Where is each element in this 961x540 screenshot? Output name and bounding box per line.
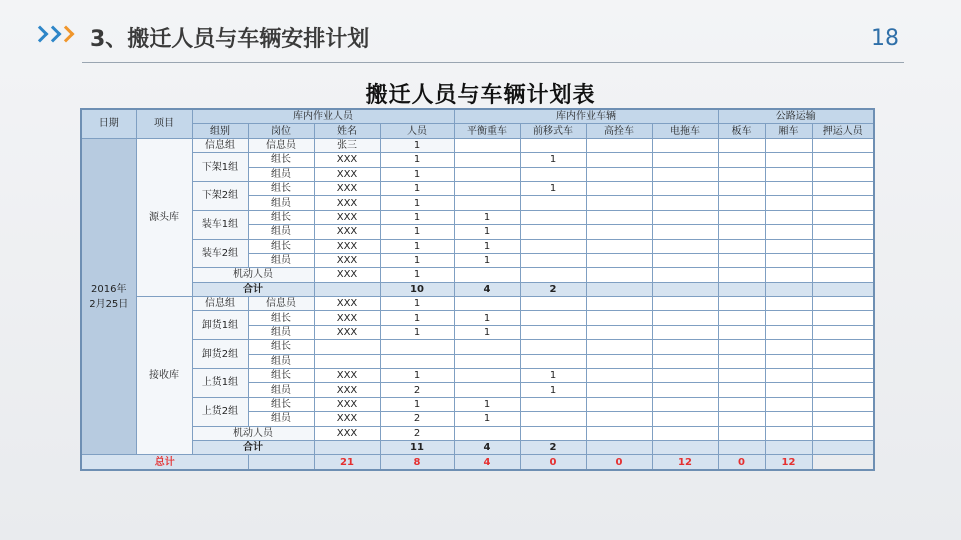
table-row [81, 138, 874, 152]
table-title: 搬迁人员与车辆计划表 [365, 83, 596, 108]
group-cell: 卸货1组 [192, 311, 248, 340]
total-staff: 21 [314, 455, 380, 470]
counterbalance-cell: 1 [454, 397, 520, 411]
reach-truck-cell: 1 [520, 153, 586, 167]
counterbalance-cell: 1 [454, 225, 520, 239]
col-escort: 押运人员 [812, 124, 874, 138]
staff-cell: 1 [380, 311, 454, 325]
col-staff: 人员 [380, 124, 454, 138]
section-name: 接收库 [136, 297, 192, 455]
counterbalance-cell: 1 [454, 253, 520, 267]
total-box-truck: 0 [718, 455, 765, 470]
group-cell: 上货1组 [192, 369, 248, 398]
position-cell: 组员 [248, 412, 314, 426]
position-cell: 组长 [248, 181, 314, 195]
group-cell: 下架2组 [192, 181, 248, 210]
position-cell: 组长 [248, 397, 314, 411]
counterbalance-cell: 1 [454, 412, 520, 426]
position-cell: 信息员 [248, 297, 314, 311]
reach-truck-cell: 1 [520, 383, 586, 397]
table-row [81, 369, 874, 383]
col-position: 岗位 [248, 124, 314, 138]
col-box-truck: 厢车 [765, 124, 812, 138]
table-row [81, 268, 874, 282]
name-cell: XXX [314, 412, 380, 426]
col-reach-truck: 前移式车 [520, 124, 586, 138]
staff-cell: 1 [380, 167, 454, 181]
name-cell: XXX [314, 397, 380, 411]
page-number: 18 [871, 26, 899, 51]
staff-cell: 1 [380, 369, 454, 383]
group-cell: 信息组 [192, 138, 248, 152]
position-cell: 组员 [248, 225, 314, 239]
name-cell: XXX [314, 210, 380, 224]
position-cell: 组员 [248, 253, 314, 267]
group-cell: 装车2组 [192, 239, 248, 268]
position-cell: 组长 [248, 239, 314, 253]
name-cell: XXX [314, 225, 380, 239]
staff-cell: 1 [380, 225, 454, 239]
staff-cell: 1 [380, 268, 454, 282]
subtotal-counterbalance: 4 [454, 282, 520, 296]
name-cell: 张三 [314, 138, 380, 152]
staff-cell: 2 [380, 383, 454, 397]
col-flatbed: 板车 [718, 124, 765, 138]
col-counterbalance: 平衡重车 [454, 124, 520, 138]
table-row [81, 426, 874, 440]
counterbalance-cell: 1 [454, 325, 520, 339]
col-item: 项目 [136, 109, 192, 138]
table-row [81, 397, 874, 411]
table-row [81, 311, 874, 325]
staff-cell: 1 [380, 297, 454, 311]
total-high-lift: 0 [520, 455, 586, 470]
table-row [81, 297, 874, 311]
header-row-1 [81, 109, 874, 124]
group-cell: 上货2组 [192, 397, 248, 426]
grand-total-row [81, 455, 874, 470]
col-electric-tow: 电拖车 [652, 124, 718, 138]
group-cell: 卸货2组 [192, 340, 248, 369]
position-cell: 信息员 [248, 138, 314, 152]
subtotal-label: 合计 [192, 440, 314, 454]
counterbalance-cell: 1 [454, 239, 520, 253]
group-road-transport: 公路运输 [718, 109, 874, 124]
position-cell: 组长 [248, 369, 314, 383]
group-cell: 信息组 [192, 297, 248, 311]
total-flatbed: 12 [652, 455, 718, 470]
staff-cell: 1 [380, 325, 454, 339]
name-cell: XXX [314, 383, 380, 397]
name-cell: XXX [314, 167, 380, 181]
staff-cell: 2 [380, 412, 454, 426]
grand-total-label: 总计 [81, 455, 248, 470]
staff-cell: 1 [380, 181, 454, 195]
table-row [81, 340, 874, 354]
total-reach-truck: 4 [454, 455, 520, 470]
subtotal-label: 合计 [192, 282, 314, 296]
staff-cell: 1 [380, 210, 454, 224]
counterbalance-cell: 1 [454, 210, 520, 224]
position-cell: 组员 [248, 167, 314, 181]
total-electric-tow: 0 [586, 455, 652, 470]
position-cell: 组长 [248, 210, 314, 224]
name-cell: XXX [314, 239, 380, 253]
name-cell: XXX [314, 325, 380, 339]
total-escort: 12 [765, 455, 812, 470]
staff-cell: 1 [380, 153, 454, 167]
table-row [81, 239, 874, 253]
staff-cell: 1 [380, 397, 454, 411]
chevron-arrows-icon [34, 28, 73, 40]
name-cell: XXX [314, 426, 380, 440]
name-cell: XXX [314, 297, 380, 311]
position-cell: 组员 [248, 325, 314, 339]
staff-cell: 1 [380, 196, 454, 210]
relocation-plan-table [80, 108, 875, 471]
total-counterbalance: 8 [380, 455, 454, 470]
position-cell: 组长 [248, 311, 314, 325]
reach-truck-cell: 1 [520, 181, 586, 195]
staff-cell: 1 [380, 239, 454, 253]
table-row [81, 181, 874, 195]
col-name: 姓名 [314, 124, 380, 138]
group-cell: 下架1组 [192, 153, 248, 182]
name-cell: XXX [314, 369, 380, 383]
group-cell: 机动人员 [192, 268, 314, 282]
name-cell: XXX [314, 253, 380, 267]
group-indoor-vehicles: 库内作业车辆 [454, 109, 718, 124]
name-cell: XXX [314, 311, 380, 325]
position-cell: 组员 [248, 383, 314, 397]
name-cell: XXX [314, 268, 380, 282]
table-row [81, 210, 874, 224]
subtotal-staff: 10 [380, 282, 454, 296]
group-indoor-staff: 库内作业人员 [192, 109, 454, 124]
subtotal-counterbalance: 4 [454, 440, 520, 454]
col-high-lift: 高拴车 [586, 124, 652, 138]
counterbalance-cell: 1 [454, 311, 520, 325]
subtotal-row [81, 282, 874, 296]
table-row [81, 153, 874, 167]
name-cell: XXX [314, 196, 380, 210]
subtotal-reach-truck: 2 [520, 282, 586, 296]
group-cell: 装车1组 [192, 210, 248, 239]
header-row-2 [81, 124, 874, 138]
section-name: 源头库 [136, 138, 192, 296]
slide-header [0, 0, 961, 64]
name-cell: XXX [314, 181, 380, 195]
staff-cell: 2 [380, 426, 454, 440]
position-cell: 组长 [248, 153, 314, 167]
header-divider [82, 62, 904, 63]
date-cell: 2016年 2月25日 [81, 138, 136, 455]
name-cell: XXX [314, 153, 380, 167]
staff-cell: 1 [380, 253, 454, 267]
col-group: 组别 [192, 124, 248, 138]
staff-cell: 1 [380, 138, 454, 152]
col-date: 日期 [81, 109, 136, 138]
group-cell: 机动人员 [192, 426, 314, 440]
position-cell: 组员 [248, 196, 314, 210]
position-cell: 组长 [248, 340, 314, 354]
position-cell: 组员 [248, 354, 314, 368]
subtotal-reach-truck: 2 [520, 440, 586, 454]
slide-title: 3、搬迁人员与车辆安排计划 [90, 27, 370, 52]
reach-truck-cell: 1 [520, 369, 586, 383]
subtotal-row [81, 440, 874, 454]
subtotal-staff: 11 [380, 440, 454, 454]
